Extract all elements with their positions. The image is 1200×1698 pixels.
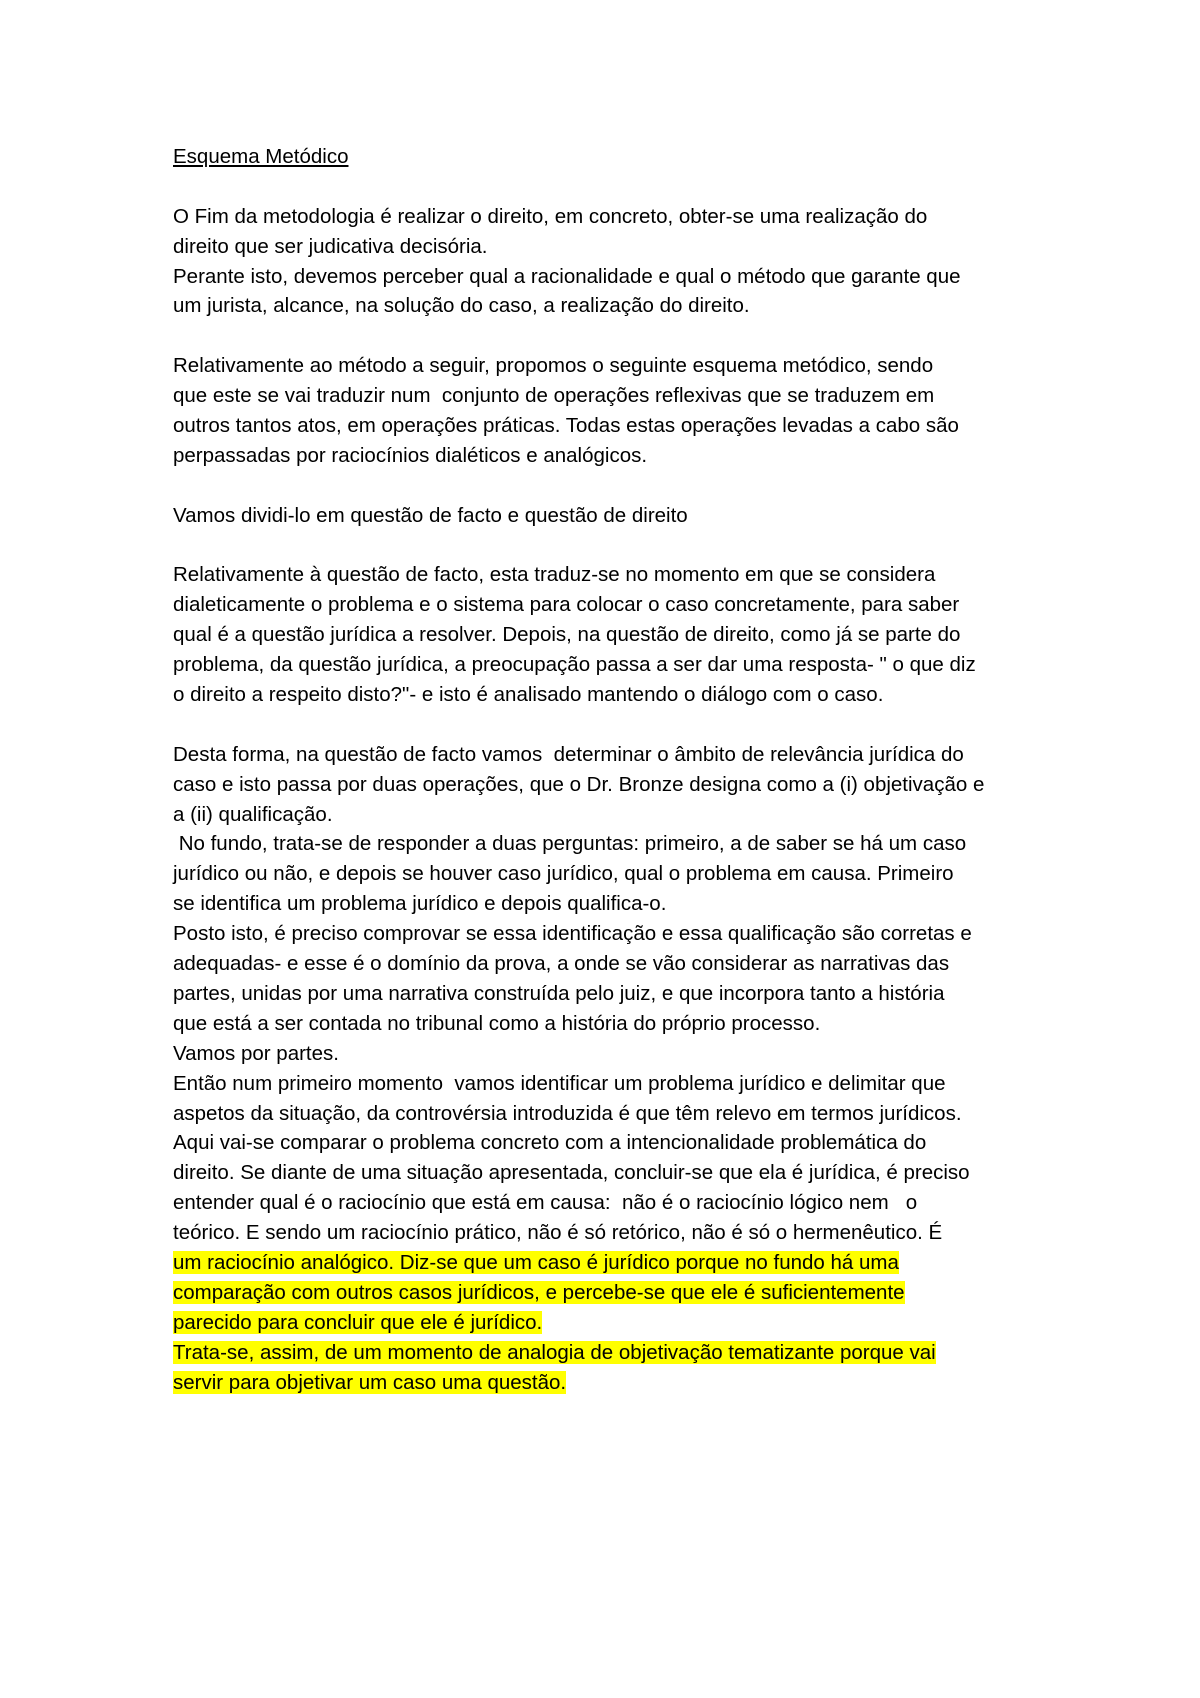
text-line: direito que ser judicativa decisória. bbox=[173, 234, 488, 258]
text-line: Perante isto, devemos perceber qual a racionalidade e qual o método que garante que bbox=[173, 264, 961, 288]
text-line: problema, da questão jurídica, a preocupação passa a ser dar uma resposta- " o que diz bbox=[173, 653, 976, 677]
paragraph-5 bbox=[173, 740, 1073, 1248]
document-body bbox=[173, 142, 1073, 1397]
text-line: Vamos dividi-lo em questão de facto e questão de direito bbox=[173, 503, 688, 527]
highlighted-line bbox=[173, 1338, 1073, 1368]
blank-line bbox=[173, 531, 1073, 561]
text-line: caso e isto passa por duas operações, que o Dr. Bronze designa como a (i) objetivação e bbox=[173, 772, 985, 796]
text-line: adequadas- e esse é o domínio da prova, a onde se vão considerar as narrativas das bbox=[173, 952, 950, 976]
highlighted-line bbox=[173, 1308, 1073, 1338]
text-line: O Fim da metodologia é realizar o direito, em concreto, obter-se uma realização do bbox=[173, 204, 928, 228]
text-line: o direito a respeito disto?"- e isto é analisado mantendo o diálogo com o caso. bbox=[173, 683, 884, 707]
text-line: aspetos da situação, da controvérsia introduzida é que têm relevo em termos jurídicos. bbox=[173, 1101, 962, 1125]
text-line: dialeticamente o problema e o sistema para colocar o caso concretamente, para saber bbox=[173, 593, 960, 617]
highlighted-passage bbox=[173, 1248, 1073, 1397]
document-title-line bbox=[173, 142, 1073, 172]
highlighted-text: um raciocínio analógico. Diz-se que um caso é jurídico porque no fundo há uma bbox=[173, 1250, 899, 1274]
blank-line bbox=[173, 471, 1073, 501]
text-line: se identifica um problema jurídico e depois qualifica-o. bbox=[173, 892, 667, 916]
text-line: um jurista, alcance, na solução do caso, a realização do direito. bbox=[173, 294, 750, 318]
text-line: teórico. E sendo um raciocínio prático, não é só retórico, não é só o hermenêutico. É bbox=[173, 1221, 943, 1245]
text-line: direito. Se diante de uma situação apresentada, concluir-se que ela é jurídica, é preciso bbox=[173, 1161, 970, 1185]
highlighted-line bbox=[173, 1278, 1073, 1308]
highlighted-line bbox=[173, 1248, 1073, 1278]
text-line: qual é a questão jurídica a resolver. Depois, na questão de direito, como já se parte do bbox=[173, 623, 961, 647]
paragraph-3 bbox=[173, 501, 1073, 531]
text-line: Desta forma, na questão de facto vamos determinar o âmbito de relevância jurídica do bbox=[173, 742, 964, 766]
text-line: partes, unidas por uma narrativa construída pelo juiz, e que incorpora tanto a história bbox=[173, 981, 945, 1005]
text-line: Então num primeiro momento vamos identificar um problema jurídico e delimitar que bbox=[173, 1071, 946, 1095]
blank-line bbox=[173, 172, 1073, 202]
blank-line bbox=[173, 321, 1073, 351]
highlighted-text: servir para objetivar um caso uma questão. bbox=[173, 1370, 567, 1394]
text-line: Posto isto, é preciso comprovar se essa identificação e essa qualificação são corretas e bbox=[173, 922, 972, 946]
paragraph-1 bbox=[173, 202, 1073, 322]
highlighted-text: parecido para concluir que ele é jurídico. bbox=[173, 1310, 543, 1334]
highlighted-text: comparação com outros casos jurídicos, e percebe-se que ele é suficientemente bbox=[173, 1280, 905, 1304]
text-line: Aqui vai-se comparar o problema concreto com a intencionalidade problemática do bbox=[173, 1131, 927, 1155]
text-line: Vamos por partes. bbox=[173, 1041, 339, 1065]
highlighted-line bbox=[173, 1368, 1073, 1398]
text-line: outros tantos atos, em operações práticas. Todas estas operações levadas a cabo são bbox=[173, 414, 959, 438]
paragraph-4 bbox=[173, 560, 1073, 709]
document-title: Esquema Metódico bbox=[173, 145, 349, 168]
text-line: Relativamente à questão de facto, esta traduz-se no momento em que se considera bbox=[173, 563, 936, 587]
text-line: No fundo, trata-se de responder a duas perguntas: primeiro, a de saber se há um caso bbox=[173, 832, 967, 856]
text-line: que este se vai traduzir num conjunto de operações reflexivas que se traduzem em bbox=[173, 384, 935, 408]
text-line: Relativamente ao método a seguir, propomos o seguinte esquema metódico, sendo bbox=[173, 354, 934, 378]
text-line: jurídico ou não, e depois se houver caso jurídico, qual o problema em causa. Primeiro bbox=[173, 862, 954, 886]
blank-line bbox=[173, 710, 1073, 740]
highlighted-text: Trata-se, assim, de um momento de analogia de objetivação tematizante porque vai bbox=[173, 1340, 936, 1364]
text-line: a (ii) qualificação. bbox=[173, 802, 333, 826]
text-line: perpassadas por raciocínios dialéticos e analógicos. bbox=[173, 443, 648, 467]
text-line: que está a ser contada no tribunal como a história do próprio processo. bbox=[173, 1011, 821, 1035]
text-line: entender qual é o raciocínio que está em causa: não é o raciocínio lógico nem o bbox=[173, 1191, 918, 1215]
paragraph-2 bbox=[173, 351, 1073, 471]
